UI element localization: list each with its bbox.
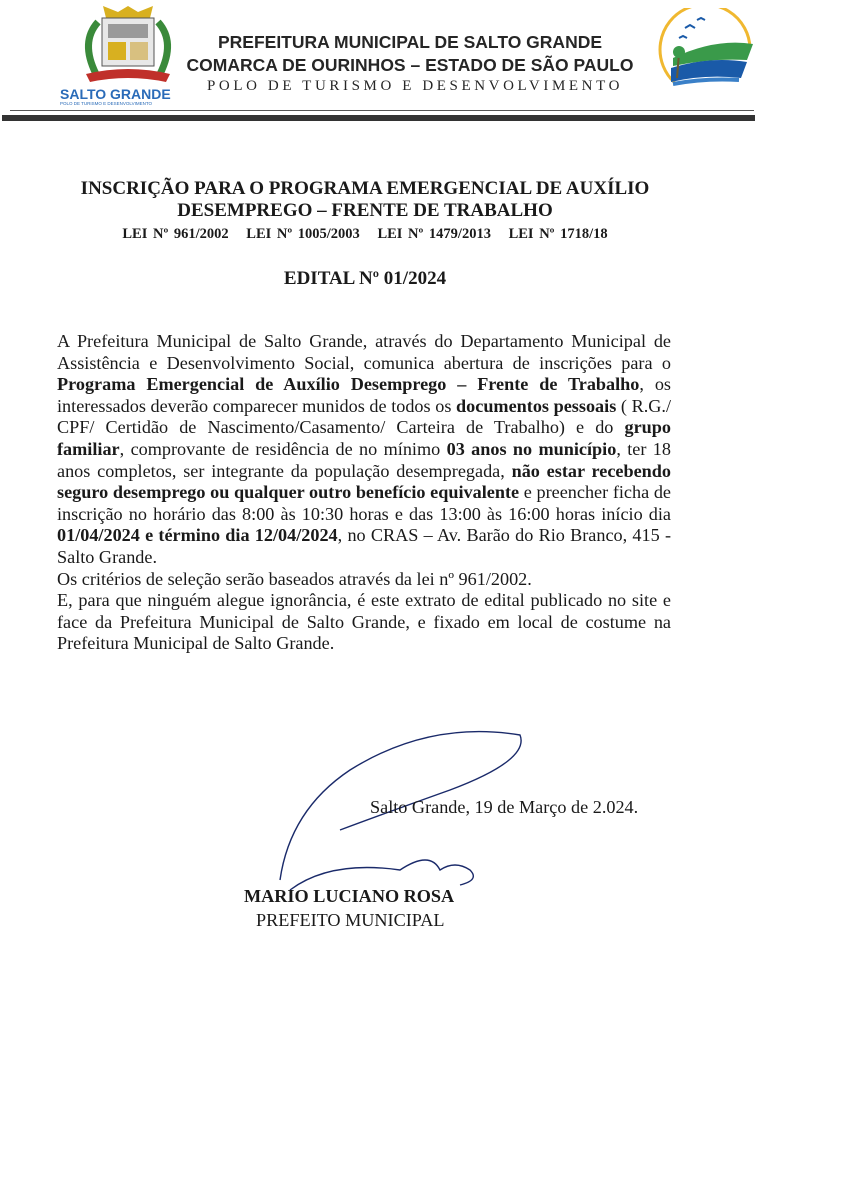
header-line-1: PREFEITURA MUNICIPAL DE SALTO GRANDE [217, 32, 603, 52]
body-text-segment: , no CRAS – Av. Barão do Rio Branco, 415 - Salto Grande. [57, 525, 671, 567]
document-title-line-2: DESEMPREGO – FRENTE DE TRABALHO [177, 200, 553, 221]
header-divider-thick [2, 115, 755, 121]
body-bold-segment: grupo familiar [57, 417, 671, 459]
body-bold-segment: 01/04/2024 e término dia 12/04/2024 [57, 525, 338, 546]
edital-number: EDITAL Nº 01/2024 [283, 268, 447, 289]
body-paragraph-criteria: Os critérios de seleção serão baseados através da lei nº 961/2002. [57, 568, 532, 589]
header-line-3: POLO DE TURISMO E DESENVOLVIMENTO [206, 78, 624, 94]
body-text-segment: A Prefeitura Municipal de Salto Grande, através do Departamento Municipal de Assistência e Desenvolvimento Social, comunica abertura de inscrições para o [57, 331, 671, 373]
signatory-name: MARIO LUCIANO ROSA [244, 886, 455, 906]
body-paragraph-main [57, 331, 671, 569]
body-bold-segment: 03 anos no município [446, 438, 617, 459]
logo-salto-grande-text: SALTO GRANDE [60, 86, 171, 102]
signatory-role: PREFEITO MUNICIPAL [256, 910, 445, 930]
header-divider-thin [10, 110, 754, 111]
logo-salto-grande-subtext: POLO DE TURISMO E DESENVOLVIMENTO [60, 101, 153, 106]
body-paragraph-publication: E, para que ninguém alegue ignorância, é este extrato de edital publicado no site e face da Prefeitura Municipal de Salto Grande, e fixado em local de costume na Prefeitura Municipal de Salto Grande. [57, 590, 671, 654]
law-reference: LEI Nº 1718/18 [508, 226, 608, 242]
tourism-logo [655, 8, 760, 108]
body-text-segment: , comprovante de residência de no mínimo [119, 438, 447, 459]
law-reference: LEI Nº 961/2002 [122, 226, 229, 242]
body-bold-segment: não estar recebendo seguro desemprego ou qualquer outro benefício equivalente [57, 460, 671, 503]
law-reference: LEI Nº 1005/2003 [246, 226, 360, 242]
document-body [57, 331, 671, 655]
body-text-segment: , ter 18 anos completos, ser integrante da população desempregada, [57, 438, 671, 481]
date-place: Salto Grande, 19 de Março de 2.024. [370, 797, 639, 817]
body-text-segment: ( R.G./ CPF/ Certidão de Nascimento/Casamento/ Carteira de Trabalho) e do [57, 395, 671, 438]
law-reference: LEI Nº 1479/2013 [377, 226, 491, 242]
document-title-line-1: INSCRIÇÃO PARA O PROGRAMA EMERGENCIAL DE AUXÍLIO [80, 178, 650, 199]
law-references [40, 226, 690, 243]
header-line-2: COMARCA DE OURINHOS – ESTADO DE SÃO PAULO [186, 55, 634, 75]
body-bold-segment: documentos pessoais [456, 395, 617, 416]
body-text-segment: e preencher ficha de inscrição no horário das 8:00 às 10:30 horas e das 13:00 às 16:00 horas início dia [57, 482, 671, 524]
body-text-segment: , os interessados deverão comparecer munidos de todos os [57, 374, 671, 416]
body-bold-segment: Programa Emergencial de Auxílio Desemprego – Frente de Trabalho [57, 374, 640, 395]
